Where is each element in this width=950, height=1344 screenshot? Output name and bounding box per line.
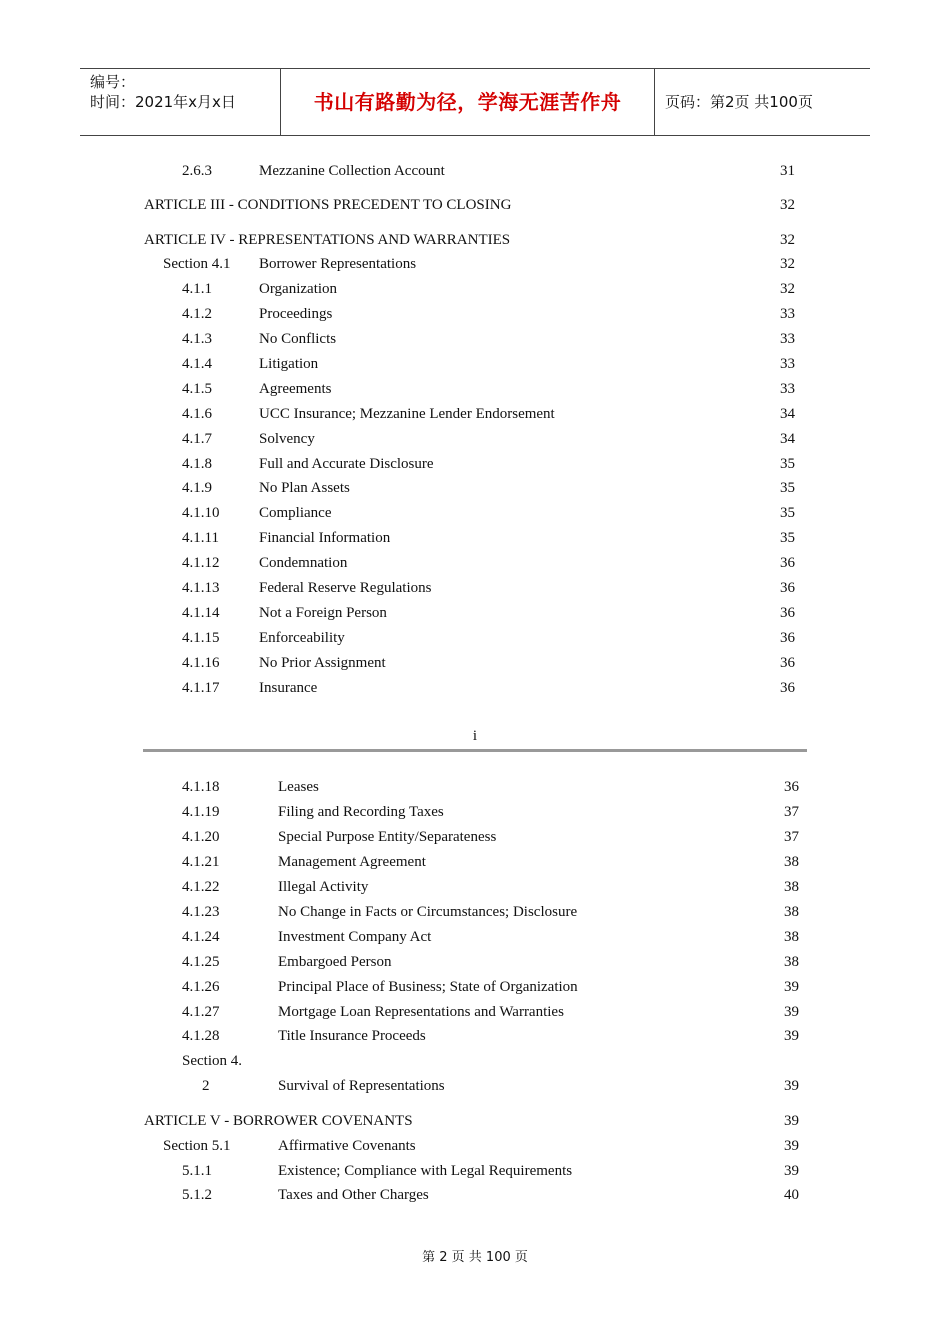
toc-entry-row [0,403,950,425]
toc-entry-title: Affirmative Covenants [278,1138,416,1154]
toc-entry-number: 4.1.16 [182,655,220,671]
toc-entry-title: No Prior Assignment [259,655,386,671]
toc-entry-title: Taxes and Other Charges [278,1187,429,1203]
toc-article-row [0,229,950,251]
toc-page-number: 38 [784,854,799,870]
toc-page-number: 35 [780,480,795,496]
toc-page-number: 35 [780,505,795,521]
toc-entry-number: 4.1.28 [182,1028,220,1044]
toc-entry-row [0,801,950,823]
toc-entry-number: 4.1.11 [182,530,219,546]
toc-entry-row [0,477,950,499]
document-number-label: 编号： [90,73,136,91]
toc-page-number: 36 [780,605,795,621]
toc-entry-title: Principal Place of Business; State of Organization [278,979,578,995]
toc-page-number: 35 [780,530,795,546]
toc-page-number: 32 [780,232,795,248]
toc-entry-number: Section 4.1 [163,256,231,272]
toc-entry-row [0,901,950,923]
toc-page-number: 36 [780,655,795,671]
toc-entry-number: 4.1.14 [182,605,220,621]
toc-entry-row [0,951,950,973]
toc-entry-title: Embargoed Person [278,954,392,970]
toc-page-number: 39 [784,1163,799,1179]
toc-page-number: 33 [780,331,795,347]
toc-entry-row [0,652,950,674]
toc-entry-title: Investment Company Act [278,929,432,945]
toc-article-row [0,1110,950,1132]
toc-page-number: 39 [784,979,799,995]
toc-entry-row [0,876,950,898]
toc-entry-title: No Change in Facts or Circumstances; Disclosure [278,904,578,920]
toc-entry-number: 4.1.20 [182,829,220,845]
toc-entry-title: Agreements [259,381,332,397]
toc-page-number: 37 [784,804,799,820]
toc-page-number: 38 [784,929,799,945]
toc-entry-title: Survival of Representations [278,1078,445,1094]
toc-entry-number: 4.1.23 [182,904,220,920]
toc-entry-row [0,1050,950,1072]
toc-page-number: 39 [784,1113,799,1129]
toc-entry-title: Mortgage Loan Representations and Warranties [278,1004,564,1020]
toc-entry-number: 4.1.3 [182,331,212,347]
toc-page-number: 33 [780,356,795,372]
page-footer: 第 2 页 共 100 页 [422,1250,528,1265]
toc-page-number: 32 [780,281,795,297]
motto-text: 书山有路勤为径，学海无涯苦作舟 [281,69,655,135]
page-header [80,68,870,136]
toc-entry-number: 4.1.17 [182,680,220,696]
toc-entry-title: Insurance [259,680,318,696]
toc-entry-number: 4.1.13 [182,580,220,596]
toc-page-number: 33 [780,306,795,322]
toc-entry-title: Proceedings [259,306,333,322]
toc-page-number: 34 [780,406,795,422]
toc-entry-number: 2 [202,1078,210,1094]
toc-page-number: 36 [780,680,795,696]
toc-page-number: 40 [784,1187,799,1203]
toc-entry-title: Title Insurance Proceeds [278,1028,426,1044]
toc-entry-number: 4.1.15 [182,630,220,646]
toc-entry-row [0,303,950,325]
toc-entry-title: No Plan Assets [259,480,350,496]
date-label: 时间：2021年x月x日 [90,93,236,111]
toc-entry-number: 4.1.12 [182,555,220,571]
toc-entry-row [0,851,950,873]
toc-entry-row [0,253,950,275]
toc-entry-number: 4.1.2 [182,306,212,322]
toc-page-number: 38 [784,879,799,895]
toc-page-number: 36 [784,779,799,795]
toc-page-number: 36 [780,630,795,646]
toc-page-number: 38 [784,954,799,970]
toc-entry-row [0,1025,950,1047]
toc-page-number: 39 [784,1138,799,1154]
toc-entry-row [0,278,950,300]
toc-entry-row [0,677,950,699]
toc-article-title: ARTICLE IV - REPRESENTATIONS AND WARRANTIES [144,232,511,248]
toc-entry-row [0,1135,950,1157]
page-info: 页码：第2页 共100页 [665,93,813,111]
toc-entry-number: Section 5.1 [163,1138,231,1154]
toc-entry-row [0,826,950,848]
toc-entry-row [0,160,950,182]
toc-article-title: ARTICLE III - CONDITIONS PRECEDENT TO CLOSING [144,197,512,213]
toc-entry-title: Full and Accurate Disclosure [259,456,434,472]
toc-entry-number: 4.1.1 [182,281,212,297]
toc-entry-number: 4.1.18 [182,779,220,795]
toc-entry-title: Organization [259,281,338,297]
toc-page-number: 35 [780,456,795,472]
toc-entry-row [0,627,950,649]
toc-entry-title: No Conflicts [259,331,337,347]
toc-entry-row [0,1160,950,1182]
toc-page-number: 32 [780,256,795,272]
toc-entry-row [0,527,950,549]
toc-entry-number: 4.1.27 [182,1004,220,1020]
header-meta-cell [80,69,281,135]
toc-page-number: 31 [780,163,795,179]
toc-page-number: 39 [784,1004,799,1020]
toc-entry-number: 4.1.10 [182,505,220,521]
page-separator [143,749,807,752]
toc-page-number: 39 [784,1028,799,1044]
toc-entry-number: 4.1.24 [182,929,220,945]
toc-entry-number: 5.1.2 [182,1187,212,1203]
toc-entry-row [0,1184,950,1206]
toc-entry-title: Existence; Compliance with Legal Requirements [278,1163,573,1179]
toc-entry-number: 5.1.1 [182,1163,212,1179]
toc-entry-row [0,428,950,450]
toc-entry-number: 4.1.6 [182,406,212,422]
toc-page-number: 38 [784,904,799,920]
toc-entry-number: 4.1.7 [182,431,212,447]
toc-entry-title: Illegal Activity [278,879,369,895]
toc-entry-title: UCC Insurance; Mezzanine Lender Endorsement [259,406,555,422]
toc-entry-row [0,577,950,599]
toc-page-number: 36 [780,580,795,596]
toc-entry-number: 4.1.5 [182,381,212,397]
toc-entry-title: Management Agreement [278,854,426,870]
toc-entry-number: 4.1.19 [182,804,220,820]
toc-entry-number: 4.1.4 [182,356,212,372]
toc-entry-title: Not a Foreign Person [259,605,387,621]
toc-entry-title: Litigation [259,356,319,372]
toc-entry-number: 4.1.21 [182,854,220,870]
toc-entry-number: 4.1.26 [182,979,220,995]
toc-entry-number: 2.6.3 [182,163,212,179]
toc-entry-title: Enforceability [259,630,345,646]
toc-entry-title: Financial Information [259,530,391,546]
toc-entry-row [0,1001,950,1023]
toc-page-number: 37 [784,829,799,845]
toc-entry-title: Compliance [259,505,332,521]
toc-entry-row [0,552,950,574]
toc-article-title: ARTICLE V - BORROWER COVENANTS [144,1113,413,1129]
toc-entry-row [0,976,950,998]
toc-entry-title: Solvency [259,431,315,447]
toc-page-number: 33 [780,381,795,397]
toc-entry-title: Filing and Recording Taxes [278,804,444,820]
toc-entry-number: 4.1.25 [182,954,220,970]
toc-entry-row [0,378,950,400]
toc-entry-row [0,926,950,948]
toc-entry-title: Borrower Representations [259,256,417,272]
roman-page-number: i [472,728,478,744]
toc-entry-title: Condemnation [259,555,348,571]
toc-page-number: 32 [780,197,795,213]
toc-entry-row [0,453,950,475]
toc-entry-row [0,1075,950,1097]
toc-entry-title: Mezzanine Collection Account [259,163,445,179]
toc-entry-row [0,502,950,524]
toc-entry-title: Federal Reserve Regulations [259,580,432,596]
toc-article-row [0,194,950,216]
toc-entry-row [0,776,950,798]
toc-page-number: 36 [780,555,795,571]
toc-entry-row [0,328,950,350]
toc-entry-number: 4.1.8 [182,456,212,472]
toc-page-number: 34 [780,431,795,447]
toc-entry-number: 4.1.22 [182,879,220,895]
toc-entry-number: 4.1.9 [182,480,212,496]
toc-page-number: 39 [784,1078,799,1094]
toc-entry-row [0,353,950,375]
toc-entry-title: Special Purpose Entity/Separateness [278,829,497,845]
toc-entry-title: Leases [278,779,319,795]
toc-entry-number: Section 4. [182,1053,242,1069]
toc-entry-row [0,602,950,624]
